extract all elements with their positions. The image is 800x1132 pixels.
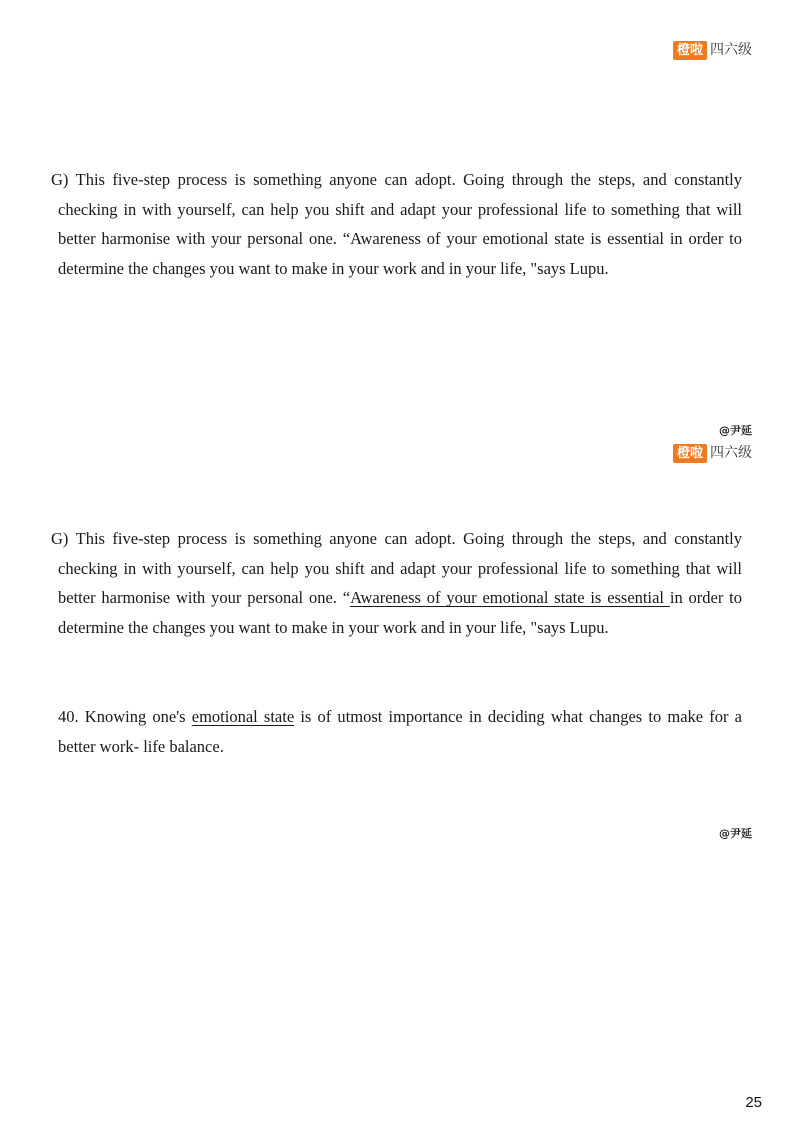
- passage-g: [51, 165, 742, 283]
- question-text-after: is of utmost importance in deciding what changes to make for a better work- life balance.: [58, 707, 742, 756]
- underlined-key-phrase: Awareness of your emotional state is essential: [350, 588, 670, 608]
- passage-text-before: This five-step process is something anyone can adopt. Going through the steps, and constantly checking in with yourself, can help you shift and adapt your professional life to something that will better harmonise with your personal one. “: [58, 529, 742, 608]
- brand-text: 四六级: [710, 445, 752, 461]
- question-number: 40.: [58, 707, 79, 726]
- brand-text: 四六级: [710, 42, 752, 58]
- brand-badge: 橙啦: [673, 41, 707, 60]
- page-number: 25: [745, 1094, 762, 1111]
- passage-text-after: in order to determine the changes you want to make in your work and in your life, "says Lupu.: [58, 588, 743, 637]
- passage-label: G): [51, 529, 69, 548]
- question-40: [58, 702, 742, 761]
- brand-badge: 橙啦: [673, 444, 707, 463]
- watermark-second: @尹延: [719, 827, 752, 840]
- underlined-key-phrase: emotional state: [191, 707, 295, 726]
- passage-text: This five-step process is something anyone can adopt. Going through the steps, and constantly checking in with yourself, can help you shift and adapt your professional life to something that will better harmonise with your personal one. “Awareness of your emotional state is essential in order to determine the changes you want to make in your work and in your life, "says Lupu.: [58, 170, 742, 278]
- question-text-before: Knowing one's: [84, 707, 192, 726]
- watermark: @尹延: [719, 424, 752, 437]
- brand-logo-second: [673, 443, 752, 463]
- passage-g-annotated: [51, 524, 743, 642]
- passage-label: G): [51, 170, 69, 189]
- brand-logo: [673, 40, 752, 60]
